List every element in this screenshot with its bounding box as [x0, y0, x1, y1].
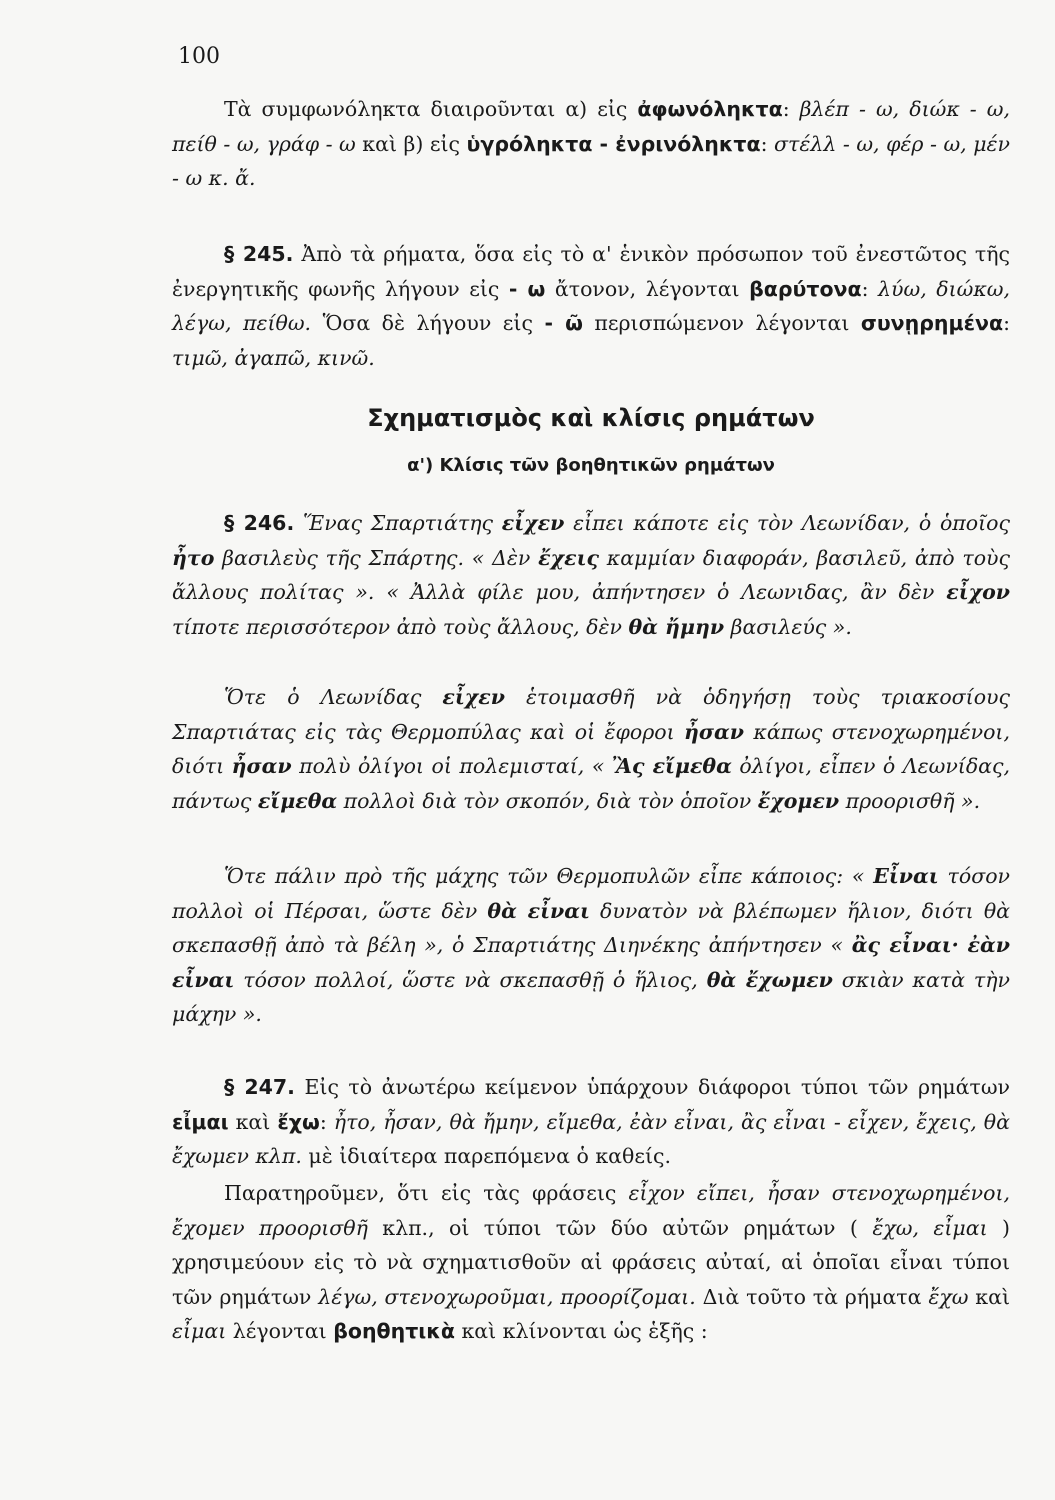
- text-run: :: [782, 97, 800, 121]
- text-italic: εἶπει κάποτε εἰς τὸν Λεωνίδαν, ὁ ὁποῖος: [564, 511, 1010, 535]
- verb-bold: ἔχεις: [538, 545, 599, 570]
- text-italic: βασιλεὺς τῆς Σπάρτης. « Δὲν: [214, 545, 539, 570]
- text-run: :: [861, 276, 879, 301]
- example-italic: βλέπ - ω, διώκ - ω, πείθ - ω, γράφ - ω: [172, 97, 1010, 156]
- paragraph-247-auxiliary: [172, 1176, 1010, 1349]
- text-run: :: [760, 131, 775, 156]
- term-bold: - ω: [508, 276, 546, 301]
- text-run: Τὰ συμφωνόληκτα διαιροῦνται α) εἰς: [224, 97, 638, 121]
- verb-bold: ἦσαν: [684, 719, 745, 744]
- example-italic: στέλλ - ω, φέρ - ω, μέν - ω κ. ἄ.: [172, 131, 1010, 190]
- text-run: ) χρησιμεύουν εἰς τὸ νὰ σχηματισθοῦν αἱ φράσεις αὐταί, αἱ ὁποῖαι εἶναι τύποι τῶν ρημάτων: [172, 1215, 1011, 1309]
- paragraph-246: [172, 506, 1010, 644]
- paragraph-246-leonidas: [172, 680, 1010, 818]
- text-run: Διὰ τοῦτο τὰ ρήματα: [695, 1284, 929, 1309]
- verb-bold: Εἶναι: [873, 864, 939, 888]
- text-run: καὶ κλίνονται ὡς ἑξῆς :: [454, 1319, 708, 1343]
- verb-bold: ἦτο: [172, 545, 215, 570]
- paragraph-245: [172, 237, 1010, 375]
- section-number: § 245.: [224, 242, 294, 266]
- verb-bold: εἶχεν: [501, 511, 565, 535]
- text-italic: Ὅτε ὁ Λεωνίδας: [224, 685, 443, 709]
- text-italic: τόσον πολλοί, ὥστε νὰ σκεπασθῇ ὁ ἥλιος,: [234, 967, 707, 992]
- text-italic: πολλοὶ διὰ τὸν σκοπόν, διὰ τὸν ὁποῖον: [337, 788, 758, 813]
- text-run: καὶ: [228, 1109, 278, 1134]
- example-italic: ἦτο, ἦσαν, θὰ ἤμην, εἴμεθα, ἐὰν εἶναι, ἂς εἶναι - εἶχεν, ἔχεις, θὰ ἔχωμεν κλπ.: [172, 1109, 1010, 1168]
- section-heading: Σχηματισμὸς καὶ κλίσις ρημάτων: [367, 404, 815, 432]
- text-italic: κάπως στενοχωρημένοι, διότι: [172, 719, 1010, 778]
- text-italic: καμμίαν διαφοράν, βασιλεῦ, ἀπὸ τοὺς ἄλλους πολίτας ». « Ἀλλὰ φίλε μου, ἀπήντησεν ὁ Λεωνιδας, ἂν δὲν: [172, 545, 1010, 604]
- text-run: Ἀπὸ τὰ ρήματα, ὅσα εἰς τὸ α' ἑνικὸν πρόσωπον τοῦ ἐνεστῶτος τῆς ἐνεργητικῆς φωνῆς λήγουν εἰς: [172, 242, 1011, 301]
- term-bold: - ῶ: [544, 311, 583, 335]
- text-italic: τίποτε περισσότερον ἀπὸ τοὺς ἄλλους, δὲν: [172, 614, 629, 639]
- text-italic: δυνατὸν νὰ βλέπωμεν ἥλιον, διότι θὰ σκεπασθῇ ἀπὸ τὰ βέλη », ὁ Σπαρτιάτης Διηνέκης ἀπήντησεν «: [172, 898, 1011, 957]
- text-italic: προορισθῆ ».: [839, 788, 981, 813]
- example-italic: ἔχω: [928, 1284, 969, 1309]
- verb-bold: εἴμεθα: [257, 788, 338, 813]
- verb-bold: θὰ εἶναι: [487, 898, 590, 923]
- verb-bold: ἐὰν εἶναι: [172, 933, 1010, 992]
- text-run: μὲ ἰδιαίτερα παρεπόμενα ὁ καθείς.: [301, 1144, 671, 1168]
- verb-bold: θὰ ἔχωμεν: [706, 967, 833, 992]
- text-run: :: [319, 1109, 334, 1134]
- term-bold: βαρύτονα: [749, 276, 862, 301]
- text-run: Ὅσα δὲ λήγουν εἰς: [311, 311, 545, 335]
- verb-bold: ἂς εἶναι·: [851, 933, 959, 957]
- text-run: καὶ β) εἰς: [355, 131, 467, 156]
- verb-bold: Ἂς εἴμεθα: [611, 754, 732, 778]
- text-italic: πολὺ ὀλίγοι οἱ πολεμισταί, «: [291, 754, 612, 778]
- verb-bold: ἔχω: [277, 1109, 320, 1134]
- paragraph-247: [172, 1070, 1010, 1174]
- example-italic: εἶχον εἴπει, ἦσαν στενοχωρημένοι, ἔχομεν προορισθῆ: [172, 1181, 1010, 1240]
- term-bold: ἀφωνόληκτα: [637, 97, 783, 121]
- text-run: Παρατηροῦμεν, ὅτι εἰς τὰς φράσεις: [224, 1181, 629, 1205]
- section-number: § 246.: [224, 511, 295, 535]
- text-italic: Ἕνας Σπαρτιάτης: [294, 511, 502, 535]
- text-run: καὶ: [968, 1284, 1011, 1309]
- text-run: :: [1003, 311, 1010, 335]
- text-italic: ὀλίγοι, εἶπεν ὁ Λεωνίδας, πάντως: [172, 754, 1011, 813]
- term-bold: συνῃρημένα: [860, 311, 1004, 335]
- text-run: κλπ., οἱ τύποι τῶν δύο αὐτῶν ρημάτων (: [367, 1215, 873, 1240]
- text-run: περισπώμενον λέγονται: [582, 311, 861, 335]
- text-italic: Ὅτε πάλιν πρὸ τῆς μάχης τῶν Θερμοπυλῶν εἶπε κάποιος: «: [224, 864, 874, 888]
- verb-bold: θὰ ἤμην: [628, 614, 725, 639]
- term-bold: ὑγρόληκτα - ἐνρινόληκτα: [466, 131, 761, 156]
- verb-bold: εἶχον: [946, 580, 1010, 604]
- page-number: 100: [178, 44, 220, 69]
- term-bold: βοηθητικὰ: [333, 1319, 455, 1343]
- verb-bold: ἦσαν: [231, 754, 292, 778]
- paragraph-consonant-verbs: [172, 92, 1010, 196]
- text-italic: τόσον πολλοὶ οἱ Πέρσαι, ὥστε δὲν: [172, 864, 1010, 923]
- text-italic: [959, 933, 968, 957]
- verb-bold: εἶμαι: [172, 1109, 229, 1134]
- example-italic: εἶμαι: [172, 1319, 227, 1343]
- subsection-heading: α') Κλίσις τῶν βοηθητικῶν ρημάτων: [407, 455, 775, 476]
- example-italic: λέγω, στενοχωροῦμαι, προορίζομαι.: [318, 1284, 696, 1309]
- verb-bold: ἔχομεν: [757, 788, 840, 813]
- text-italic: ἑτοιμασθῆ νὰ ὁδηγήσῃ τοὺς τριακοσίους Σπαρτιάτας εἰς τὰς Θερμοπύλας καὶ οἱ ἔφοροι: [172, 685, 1011, 744]
- text-run: Εἰς τὸ ἀνωτέρω κείμενον ὑπάρχουν διάφοροι τύποι τῶν ρημάτων: [294, 1075, 1011, 1099]
- verb-bold: εἶχεν: [442, 685, 505, 709]
- example-italic: λύω, διώκω, λέγω, πείθω.: [172, 276, 1011, 335]
- text-run: ἄτονον, λέγονται: [545, 276, 750, 301]
- section-number: § 247.: [224, 1075, 295, 1099]
- text-italic: βασιλεύς ».: [724, 614, 852, 639]
- paragraph-246-dieneces: [172, 859, 1010, 1032]
- text-run: λέγονται: [226, 1319, 334, 1343]
- text-italic: σκιὰν κατὰ τὴν μάχην ».: [172, 967, 1010, 1026]
- example-italic: τιμῶ, ἀγαπῶ, κινῶ.: [172, 345, 375, 370]
- example-italic: ἔχω, εἶμαι: [872, 1215, 988, 1240]
